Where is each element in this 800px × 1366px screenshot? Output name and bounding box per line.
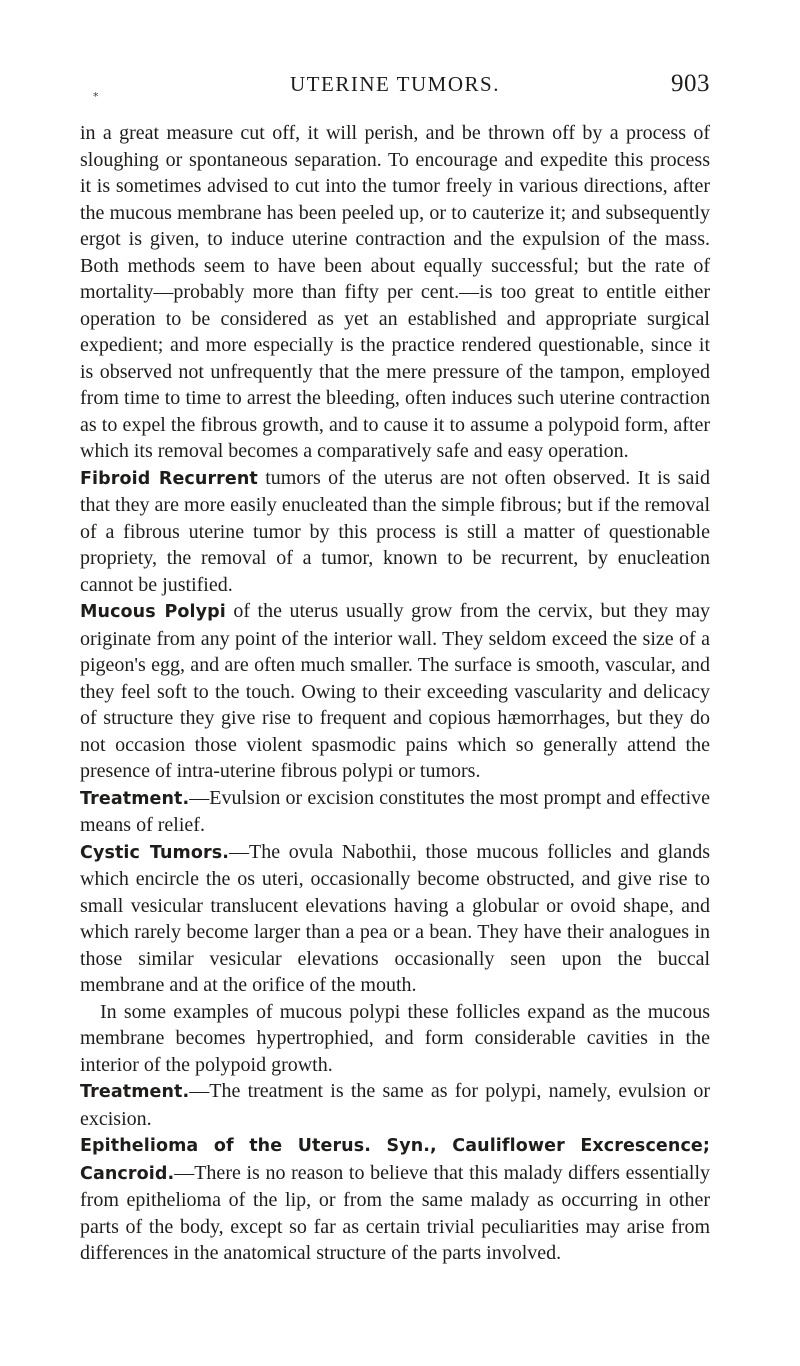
- section-heading: Epithelioma of the Uterus. Syn., Cauliflower Excrescence; Cancroid.: [80, 1136, 710, 1184]
- stray-mark: *: [93, 90, 99, 103]
- paragraph-text: —The ovula Nabothii, those mucous follicles and glands which encircle the os uteri, occasionally become obstructed, and give rise to small vesicular translucent elevations having a globular or ovoid shape, and which rarely become larger than a pea or a bean. They have their analogues in those similar vesicular elevations occasionally seen upon the buccal membrane and at the orifice of the mouth.: [80, 840, 711, 996]
- paragraph-cystic-tumors: [80, 839, 710, 999]
- paragraph-continuation: [80, 120, 710, 465]
- paragraph-treatment-cystic: [80, 1078, 710, 1132]
- paragraph-mucous-follicles: [80, 999, 710, 1079]
- paragraph-text: tumors of the uterus are not often observed. It is said that they are more easily enucleated than the simple fibrous; but if the removal of a fibrous uterine tumor by this process is still a matter of questionable propriety, the removal of a tumor, known to be recurrent, by enucleation cannot be justified.: [80, 466, 710, 596]
- section-heading: Fibroid Recurrent: [80, 468, 258, 489]
- paragraph-fibroid-recurrent: [80, 465, 710, 599]
- running-title: UTERINE TUMORS.: [290, 72, 500, 96]
- paragraph-text: —There is no reason to believe that this malady differs essentially from epithelioma of the lip, or from the same malady as occurring in other parts of the body, except so far as certain trivial peculiarities may arise from differences in the anatomical structure of the parts involved.: [80, 1161, 710, 1264]
- body-text: [80, 120, 710, 1267]
- paragraph-mucous-polypi: [80, 598, 710, 785]
- paragraph-treatment-polypi: [80, 785, 710, 839]
- paragraph-text: in a great measure cut off, it will perish, and be thrown off by a process of sloughing or spontaneous separation. To encourage and expedite this process it is sometimes advised to cut into the tumor freely in various directions, after the mucous membrane has been peeled up, or to cauterize it; and subsequently ergot is given, to induce uterine contraction and the expulsion of the mass. Both methods seem to have been about equally successful; but the rate of mortality—probably more than fifty per cent.—is too great to entitle either operation to be considered as yet an established and appropriate surgical expedient; and more especially is the practice rendered questionable, since it is observed not unfrequently that the mere pressure of the tampon, employed from time to time to arrest the bleeding, often induces such uterine contraction as to expel the fibrous growth, and to cause it to assume a polypoid form, after which its removal becomes a comparatively safe and easy operation.: [80, 122, 710, 462]
- page-number: 903: [671, 70, 710, 97]
- paragraph-text: —The treatment is the same as for polypi, namely, evulsion or excision.: [80, 1080, 710, 1130]
- section-heading: Treatment.: [80, 788, 190, 809]
- section-heading: Mucous Polypi: [80, 602, 226, 622]
- section-heading: Cystic Tumors.: [80, 842, 229, 863]
- paragraph-text: —Evulsion or excision constitutes the most prompt and effective means of relief.: [80, 786, 710, 836]
- paragraph-text: of the uterus usually grow from the cervix, but they may originate from any point of the interior wall. They seldom exceed the size of a pigeon's egg, and are often much smaller. The surface is smooth, vascular, and they feel soft to the touch. Owing to their exceeding vascularity and delicacy of structure they give rise to frequent and copious hæmorrhages, but they do not occasion those violent spasmodic pains which so generally attend the presence of intra-uterine fibrous polypi or tumors.: [80, 600, 710, 782]
- section-heading: Treatment.: [80, 1082, 190, 1102]
- paragraph-epithelioma: [80, 1132, 710, 1267]
- paragraph-text: In some examples of mucous polypi these follicles expand as the mucous membrane becomes hypertrophied, and form considerable cavities in the interior of the polypoid growth.: [80, 1000, 710, 1076]
